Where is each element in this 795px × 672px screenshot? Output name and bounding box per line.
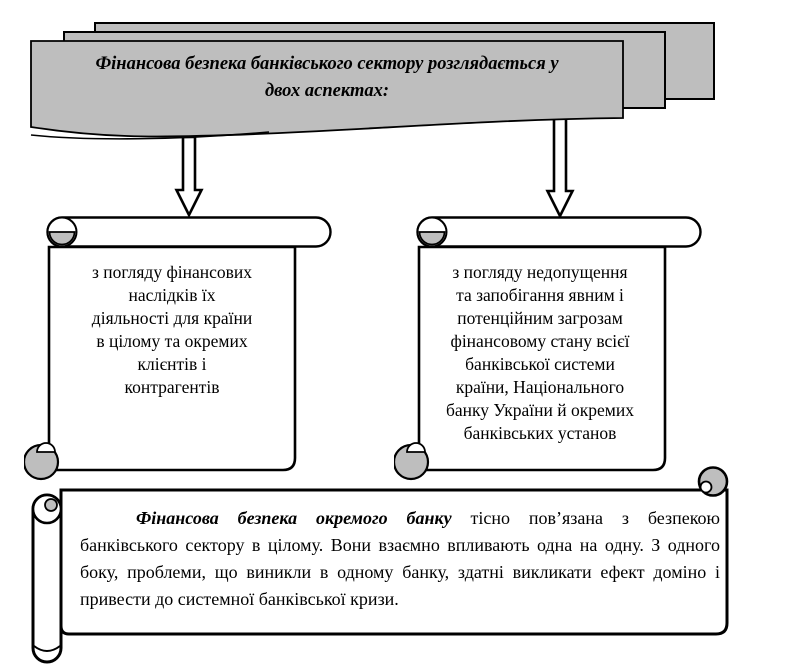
- aspect-right-line: з погляду недопущення: [452, 262, 628, 282]
- aspect-right-line: країни, Національного: [455, 377, 625, 397]
- aspect-right-line: фінансовому стану всієї: [450, 331, 630, 351]
- aspect-left-line: наслідків їх: [128, 285, 216, 305]
- banner-title: [29, 51, 625, 105]
- note-roll-curl: [45, 499, 57, 511]
- aspect-right-text: [420, 261, 660, 445]
- note-body: тісно пов’язана з безпекою банківського сектору в цілому. Вони взаємно впливають одна на одну. З одного боку, проблеми, що виникли в одному банку, здатні викликати ефект доміно і привести до системної банківської кризи.: [80, 508, 720, 609]
- aspect-right-line: потенційним загрозам: [457, 308, 623, 328]
- banner-title-line: двох аспектах:: [264, 81, 390, 101]
- aspect-right-line: та запобігання явним і: [456, 285, 624, 305]
- aspect-left-line: клієнтів і: [137, 354, 207, 374]
- note-lead: Фінансова безпека окремого банку: [136, 508, 452, 528]
- aspect-right-line: банківської системи: [465, 354, 615, 374]
- aspect-right-line: банківських установ: [463, 423, 617, 443]
- scroll-top-roll: [418, 218, 701, 247]
- aspect-left-line: в цілому та окремих: [96, 331, 248, 351]
- aspect-left-text: [52, 261, 292, 399]
- down-arrow-icon: [174, 136, 204, 217]
- banner-title-line: Фінансова безпека банківського сектору розглядається у: [95, 54, 559, 74]
- scroll-top-roll: [48, 218, 331, 247]
- aspect-right-line: банку України й окремих: [446, 400, 634, 420]
- aspect-left-line: діяльності для країни: [91, 308, 253, 328]
- note-text: [80, 505, 720, 613]
- aspect-left-line: з погляду фінансових: [91, 262, 253, 282]
- aspect-left-line: контрагентів: [124, 377, 220, 397]
